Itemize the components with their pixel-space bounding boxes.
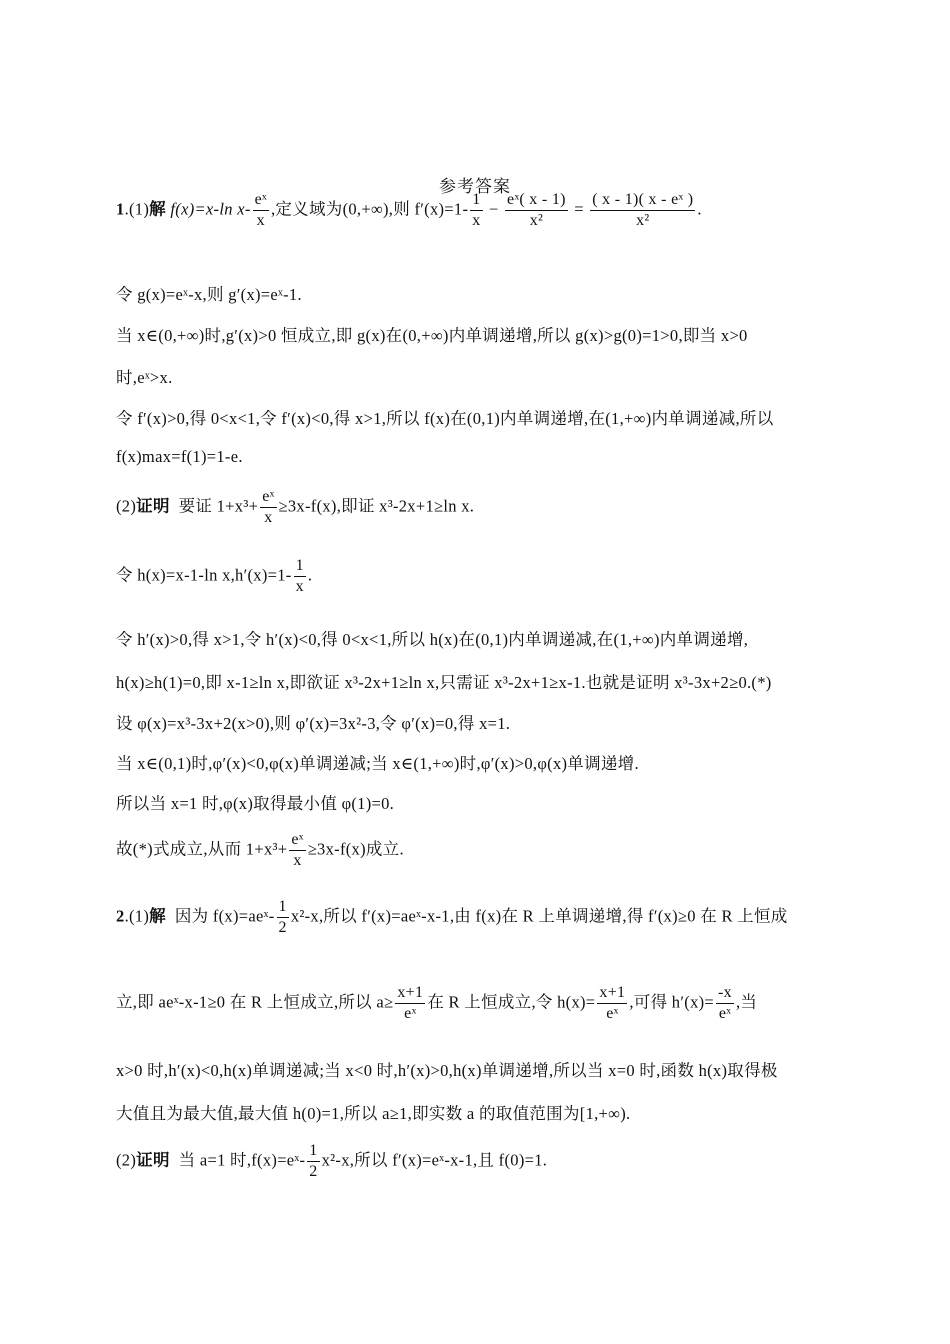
solution-tag: 解 [149,199,166,219]
text-line: h(x)≥h(1)=0,即 x-1≥ln x,即欲证 x³-2x+1≥ln x,只需证 x³-2x+1≥x-1.也就是证明 x³-3x+2≥0.(*) [116,673,772,692]
text-line: 所以当 x=1 时,φ(x)取得最小值 φ(1)=0. [116,794,395,813]
fraction-derivative-result: $\frac{\text{( x - 1)( x - eˣ )}}{\text{x²}}$ [592,191,694,229]
fraction-neg-x-over-ex: $\frac{-x}{\text{eˣ}}$ [718,984,732,1022]
proof-tag: 证明 [136,496,170,516]
h-definition-line: 令 h(x)=x-1-ln x,h′(x)=1- $\frac{1}{x}$ . [116,557,313,595]
fraction-ex-over-x: $\frac{\text{eˣ}}{x}$ [291,831,304,869]
p1-part2-line: (2)证明 要证 1+x³+ $\frac{\text{eˣ}}{x}$ ≥3x-f(x),即证 x³-2x+1≥ln x. [116,488,475,526]
p1-equation-line: 1.(1)解 f(x)=x-ln x- $\frac{\text{eˣ}}{x}$ ,定义域为(0,+∞),则 f′(x)=1- $\frac{1}{x}$ − $\frac{\text{eˣ( x - 1)}}{\text{x²}}$ = $\frac{\text{( x - 1)( x - eˣ )}}{\text{x²}}$ . [116,191,702,229]
solution-tag: 解 [149,906,166,926]
problem-number: 2 [116,906,125,926]
fraction-1-over-x: $\frac{1}{x}$ [295,557,304,595]
p2-first-line: 2.(1)解 因为 f(x)=aeˣ- $\frac{1}{2}$ x²-x,所以 f′(x)=aeˣ-x-1,由 f(x)在 R 上单调递增,得 f′(x)≥0 在 R 上恒成 [116,898,788,936]
fraction-1-over-x: $\frac{1}{x}$ [472,191,481,229]
p2-part2-line: (2)证明 当 a=1 时,f(x)=eˣ- $\frac{1}{2}$ x²-x,所以 f′(x)=eˣ-x-1,且 f(0)=1. [116,1142,548,1180]
domain-text: ,定义域为(0,+∞),则 f′(x)=1- [270,199,469,219]
text-line: 设 φ(x)=x³-3x+2(x>0),则 φ′(x)=3x²-3,令 φ′(x)=0,得 x=1. [116,714,511,733]
fraction-derivative-term: $\frac{\text{eˣ( x - 1)}}{\text{x²}}$ [507,191,566,229]
text-line: f(x)max=f(1)=1-e. [116,447,243,466]
conclusion-line: 故(*)式成立,从而 1+x³+ $\frac{\text{eˣ}}{x}$ ≥3x-f(x)成立. [116,831,404,869]
page-title: 参考答案 [439,177,511,196]
fraction-1-over-2: $\frac{1}{2}$ [278,898,287,936]
p2-second-line: 立,即 aeˣ-x-1≥0 在 R 上恒成立,所以 a≥ $\frac{x+1}{\text{eˣ}}$ 在 R 上恒成立,令 h(x)= $\frac{x+1}{\text{eˣ}}$ ,可得 h′(x)= $\frac{-x}{\text{eˣ}}$ ,当 [116,984,758,1022]
text-line: 令 f′(x)>0,得 0<x<1,令 f′(x)<0,得 x>1,所以 f(x)在(0,1)内单调递增,在(1,+∞)内单调递减,所以 [116,409,774,428]
fraction-x-plus-1-over-ex: $\frac{x+1}{\text{eˣ}}$ [599,984,626,1022]
text-line: x>0 时,h′(x)<0,h(x)单调递减;当 x<0 时,h′(x)>0,h(x)单调递增,所以当 x=0 时,函数 h(x)取得极 [116,1061,778,1080]
text-line: 大值且为最大值,最大值 h(0)=1,所以 a≥1,即实数 a 的取值范围为[1,+∞). [116,1104,631,1123]
text-line: 令 h′(x)>0,得 x>1,令 h′(x)<0,得 0<x<1,所以 h(x)在(0,1)内单调递减,在(1,+∞)内单调递增, [116,630,749,649]
f-definition: f(x)=x-ln x- [170,199,251,219]
problem-number: 1 [116,199,125,219]
part-label: .(1) [124,199,150,219]
text-line: 当 x∈(0,1)时,φ′(x)<0,φ(x)单调递减;当 x∈(1,+∞)时,φ′(x)>0,φ(x)单调递增. [116,754,639,773]
fraction-1-over-2: $\frac{1}{2}$ [309,1142,318,1180]
text-line: 当 x∈(0,+∞)时,g′(x)>0 恒成立,即 g(x)在(0,+∞)内单调递增,所以 g(x)>g(0)=1>0,即当 x>0 [116,326,748,345]
fraction-x-plus-1-over-ex: $\frac{x+1}{\text{eˣ}}$ [397,984,424,1022]
text-line: 时,eˣ>x. [116,368,173,387]
fraction-ex-over-x: $\frac{\text{eˣ}}{x}$ [254,191,267,229]
proof-tag: 证明 [136,1150,170,1170]
text-line: 令 g(x)=eˣ-x,则 g′(x)=eˣ-1. [116,285,302,304]
fraction-ex-over-x: $\frac{\text{eˣ}}{x}$ [262,488,275,526]
